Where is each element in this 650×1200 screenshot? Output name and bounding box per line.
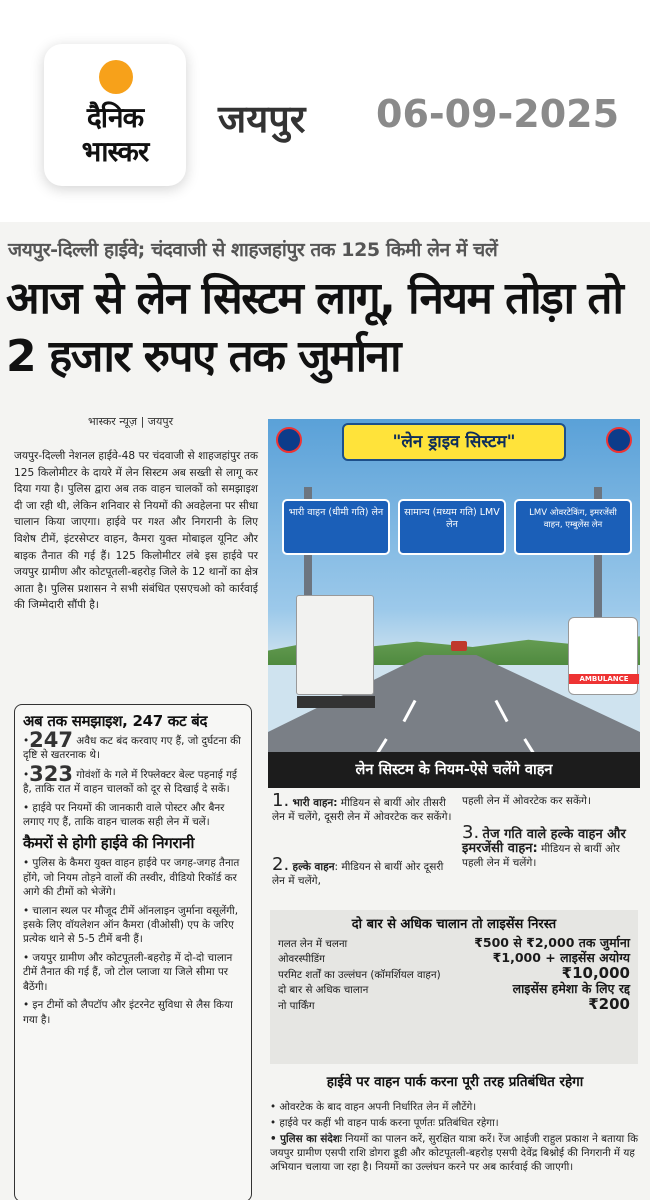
info-item: •323 गोवंशों के गले में रिफ्लेक्टर बेल्ट पहनाई गई है, ताकि रात में वाहन चालकों को दूर से दिखाई दे सकें। (23, 761, 238, 796)
info-box-heading: अब तक समझाइश, 247 कट बंद (23, 712, 208, 730)
info-text: गोवंशों के गले में रिफ्लेक्टर बेल्ट पहनाई गई है, ताकि रात में वाहन चालकों को दूर से दिखाई दे सकें। (23, 768, 238, 796)
article-byline: भास्कर न्यूज़ | जयपुर (88, 415, 174, 428)
rule-light-vehicles (272, 854, 456, 888)
rule-heading: भारी वाहन: (292, 797, 338, 809)
rule-fast-vehicles (462, 822, 638, 870)
bullet-text: नियमों का पालन करें, सुरक्षित यात्रा करें। रेंज आईजी राहुल प्रकाश ने बताया कि जयपुर ग्रामीण एसपी राशि डोगरा डूडी और कोटपूतली-बहरोड़ एसपी देवेंद्र बिश्नोई की निगरानी में यह अभियान चलाया जा रहा है। नियमों का उल्लंघन करने पर अब कार्रवाई की जाएगी। (270, 1133, 639, 1173)
rule-heading: हल्के वाहन (292, 861, 335, 873)
edition-city: जयपुर (218, 97, 306, 141)
penalty-row (278, 997, 630, 1013)
bullet-item (270, 1132, 642, 1174)
header-bar (0, 0, 650, 215)
penalty-row (278, 936, 630, 951)
parking-bullets (270, 1100, 642, 1176)
article-lede: जयपुर-दिल्ली नेशनल हाईवे-48 पर चंदवाजी से शाहजहांपुर तक 125 किलोमीटर के दायरे में लेन सिस्टम अब सख्ती से लागू कर दिया गया है। पुलिस द्वारा अब तक वाहन चालकों को समझाइश दी जा रही थी, लेकिन शनिवार से नियमों की अवहेलना पर सीधा चालान किया जाएगा। हाईवे पर गश्त और निगरानी के लिए विशेष टीमें, इंटरसेप्टर वाहन, कैमरा युक्त मोबाइल यूनिट और बाइक तैनात की गई हैं। 125 किलोमीटर लंबे इस हाईवे पर जयपुर ग्रामीण और कोटपूतली-बहरोड़ जिले के 12 थानों का क्षेत्र आता है। पुलिस प्रशासन ने सभी संबंधित एसएचओ को कार्रवाई की जिम्मेदारी सौंपी है। (14, 450, 258, 612)
penalty-amount: ₹10,000 (561, 964, 630, 982)
article-headline: आज से लेन सिस्टम लागू, नियम तोड़ा तो 2 हजार रुपए तक जुर्माना (6, 273, 623, 382)
info-item: •247 अवैध कट बंद करवाए गए हैं, जो दुर्घटना की दृष्टि से खतरनाक थे। (23, 728, 241, 762)
info-number: 247 (29, 728, 73, 752)
info-box-subheading: कैमरों से होगी हाईवे की निगरानी (23, 834, 195, 853)
ambulance-illustration (568, 617, 638, 695)
ambulance-label: AMBULANCE (569, 674, 639, 684)
info-item: • जयपुर ग्रामीण और कोटपूतली-बहरोड़ में दो-दो चालान टीमें तैनात की गई हैं, जो टोल प्लाजा या जिले सीमा पर बैठेंगी। (23, 951, 233, 993)
lane-system-graphic (268, 419, 640, 765)
info-item: • इन टीमों को लैपटॉप और इंटरनेट सुविधा से लैस किया गया है। (23, 999, 233, 1026)
info-number: 323 (29, 761, 73, 786)
penalty-amount: लाइसेंस हमेशा के लिए रद्द (512, 981, 630, 996)
rules-heading: लेन सिस्टम के नियम-ऐसे चलेंगे वाहन (268, 752, 640, 788)
penalty-label: नो पार्किंग (278, 1000, 315, 1012)
rule-light-vehicles-cont: पहली लेन में ओवरटेक कर सकेंगे। (462, 795, 591, 807)
truck-illustration (296, 595, 374, 695)
rule-number: 1. (272, 790, 290, 811)
dainik-bhaskar-logo (44, 44, 186, 186)
penalty-label: गलत लेन में चलना (278, 938, 348, 950)
penalty-label: परमिट शर्तों का उल्लंघन (कॉमर्शियल वाहन) (278, 969, 441, 981)
sun-icon (99, 60, 133, 94)
lane-sign-lmv: सामान्य (मध्यम गति) LMV लेन (398, 499, 506, 555)
penalty-row (278, 966, 630, 982)
lane-sign-heavy: भारी वाहन (धीमी गति) लेन (282, 499, 390, 555)
info-item: • पुलिस के कैमरा युक्त वाहन हाईवे पर जगह-जगह तैनात होंगे, जो नियम तोड़ने वालों की तस्वीर, वीडियो रिकॉर्ड कर आगे की टीमों को भेजेंगे। (23, 857, 240, 899)
police-badge-icon (606, 427, 632, 453)
car-illustration (451, 641, 467, 651)
graphic-title: "लेन ड्राइव सिस्टम" (342, 423, 566, 461)
rule-number: 2. (272, 854, 290, 875)
info-text: अवैध कट बंद करवाए गए हैं, जो दुर्घटना की दृष्टि से खतरनाक थे। (23, 735, 241, 762)
parking-ban-heading: हाईवे पर वाहन पार्क करना पूरी तरह प्रतिबंधित रहेगा (326, 1074, 584, 1090)
bullet-heading: • पुलिस का संदेशः (270, 1133, 342, 1145)
truck-cab (297, 696, 375, 708)
article-kicker: जयपुर-दिल्ली हाईवे; चंदवाजी से शाहजहांपुर तक 125 किमी लेन में चलें (8, 239, 498, 261)
info-item: • हाईवे पर नियमों की जानकारी वाले पोस्टर और बैनर लगाए गए हैं, ताकि वाहन चालक सही लेन में चलें। (23, 801, 225, 829)
penalty-amount: ₹200 (588, 995, 630, 1013)
bullet-item: • हाईवे पर कहीं भी वाहन पार्क करना पूर्णतः प्रतिबंधित रहेगा। (270, 1117, 499, 1129)
rule-text: : मीडियन से बायीं ओर दूसरी लेन में चलेंगे, (272, 861, 444, 887)
logo-text-line2: भास्कर (81, 135, 149, 168)
bullet-item: • ओवरटेक के बाद वाहन अपनी निर्धारित लेन में लौटेंगे। (270, 1101, 477, 1113)
penalty-amount: ₹1,000 + लाइसेंस अयोग्य (492, 950, 630, 965)
newspaper-clipping (0, 222, 650, 1200)
info-box (14, 704, 252, 1200)
info-item: • चालान स्थल पर मौजूद टीमें ऑनलाइन जुर्माना वसूलेंगी, इसके लिए वॉयलेशन ऑन कैमरा (वीओसी) एप के जरिए प्रत्येक थाने से 5-5 टीमें बनी हैं। (23, 904, 239, 946)
edition-date: 06-09-2025 (376, 92, 620, 136)
rule-text: मीडियन से बायीं ओर तीसरी लेन में चलेंगे, दूसरी लेन में ओवरटेक कर सकेंगे। (272, 797, 452, 823)
penalty-table-title: दो बार से अधिक चालान तो लाइसेंस निरस्त (351, 917, 557, 932)
penalty-label: दो बार से अधिक चालान (278, 984, 369, 996)
police-badge-icon (276, 427, 302, 453)
lane-sign-overtaking: LMV ओवरटेकिंग, इमरजेंसी वाहन, एम्बुलेंस लेन (514, 499, 632, 555)
rule-heavy-vehicles (272, 790, 456, 824)
rule-number: 3. (462, 822, 480, 843)
penalty-table (270, 910, 638, 1064)
penalty-amount: ₹500 से ₹2,000 तक जुर्माना (474, 935, 630, 950)
logo-text-line1: दैनिक (86, 101, 144, 134)
penalty-label: ओवरस्पीडिंग (278, 953, 325, 965)
penalty-row (278, 982, 630, 997)
rule-text: मीडियन से बायीं ओर पहली लेन में चलेंगे। (462, 843, 620, 869)
rule-heading: तेज गति वाले हल्के वाहन और इमरजेंसी वाहन: (462, 827, 626, 856)
